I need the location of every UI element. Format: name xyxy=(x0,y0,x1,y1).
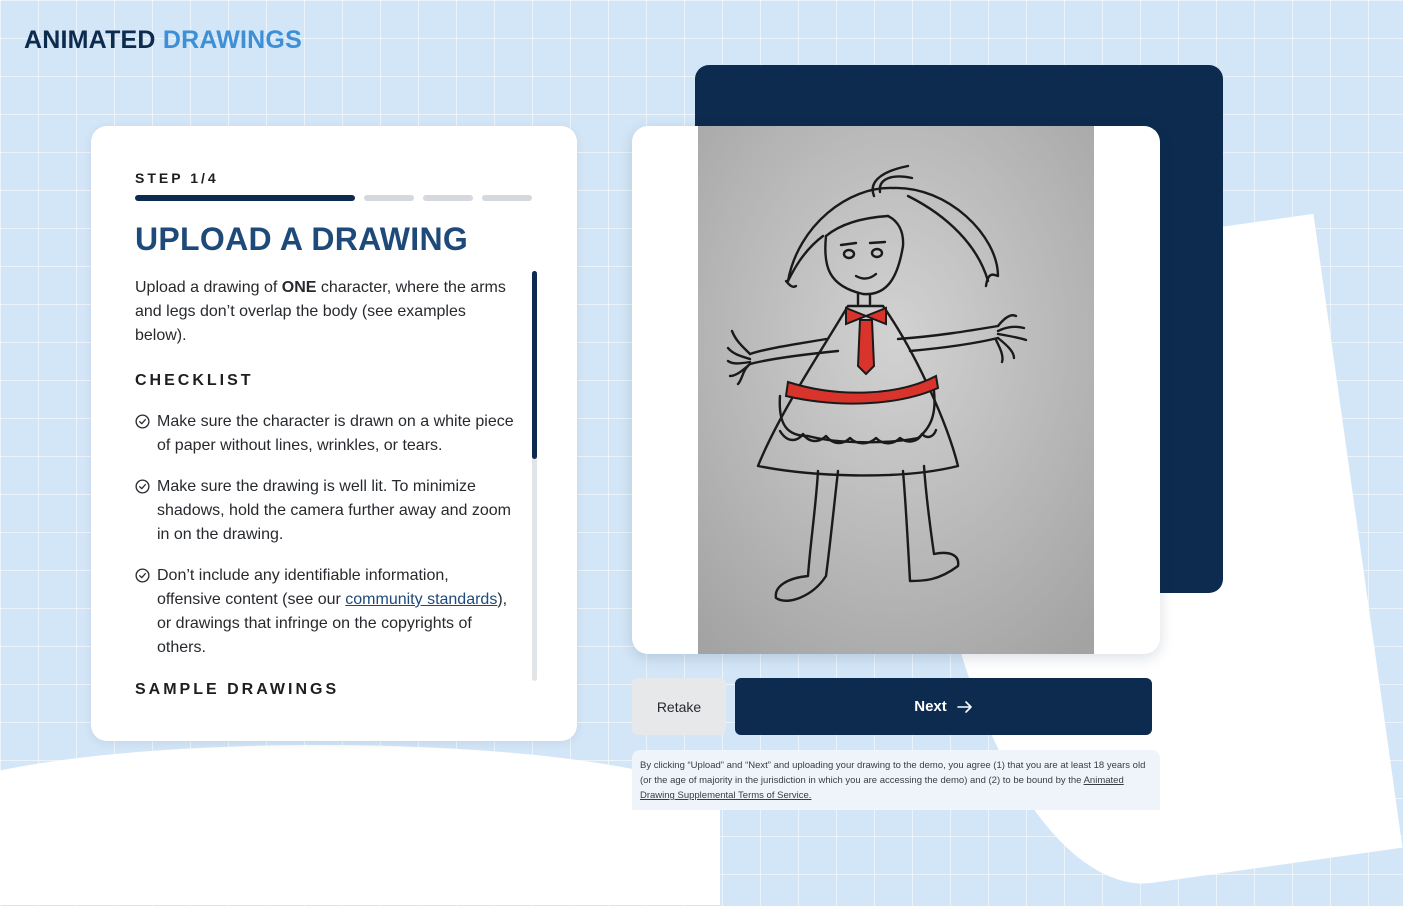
checklist-item-text: Make sure the drawing is well lit. To minimize shadows, hold the camera further away and zoom in on the drawing. xyxy=(157,478,511,543)
logo-word-drawings: DRAWINGS xyxy=(162,26,302,54)
intro-text: Upload a drawing of ONE character, where the arms and legs don’t overlap the body (see examples below). xyxy=(135,279,506,344)
next-button[interactable] xyxy=(735,678,1152,735)
instructions-card xyxy=(91,126,577,741)
scrollbar-thumb[interactable] xyxy=(532,271,537,459)
community-standards-link[interactable]: community standards xyxy=(345,591,498,608)
instructions-scroll-area[interactable] xyxy=(135,276,515,698)
check-circle-icon xyxy=(135,479,150,494)
arrow-right-icon xyxy=(957,700,973,714)
legal-notice: By clicking “Upload” and “Next” and uploading your drawing to the demo, you agree (1) that you are at least 18 years old (or the age of majority in the jurisdiction in which you are accessing the demo) and (2) to be bound by the Animated Drawing Supplemental Terms of Service. xyxy=(632,750,1160,810)
terms-of-service-link[interactable]: Animated Drawing Supplemental Terms of Service. xyxy=(640,775,1124,801)
checklist-item-text: Don’t include any identifiable information, offensive content (see our xyxy=(157,567,449,608)
scrollbar[interactable] xyxy=(532,271,537,681)
checklist-heading: CHECKLIST xyxy=(135,372,254,389)
retake-button[interactable]: Retake xyxy=(632,678,726,735)
logo[interactable] xyxy=(24,26,302,55)
logo-word-animated: ANIMATED xyxy=(24,26,156,54)
step-progress xyxy=(135,195,533,201)
progress-segment-4 xyxy=(482,195,532,201)
checklist-item-text: Make sure the character is drawn on a white piece of paper without lines, wrinkles, or tears. xyxy=(157,413,514,454)
progress-segment-1 xyxy=(135,195,355,201)
background-shape-bottom xyxy=(0,745,720,905)
character-drawing xyxy=(698,126,1094,654)
step-indicator: STEP 1/4 xyxy=(135,170,219,186)
next-button-label: Next xyxy=(914,698,947,715)
checklist-item xyxy=(135,410,515,458)
check-circle-icon xyxy=(135,568,150,583)
page-title: UPLOAD A DRAWING xyxy=(135,221,469,257)
progress-segment-3 xyxy=(423,195,473,201)
checklist-item: Don’t include any identifiable information, offensive content (see our community standards), or drawings that infringe on the copyrights of others. xyxy=(135,564,515,660)
progress-segment-2 xyxy=(364,195,414,201)
checklist-item xyxy=(135,475,515,547)
sample-drawings-heading: SAMPLE DRAWINGS xyxy=(135,681,340,698)
drawing-preview xyxy=(632,126,1160,654)
check-circle-icon xyxy=(135,414,150,429)
uploaded-drawing-image xyxy=(698,126,1094,654)
